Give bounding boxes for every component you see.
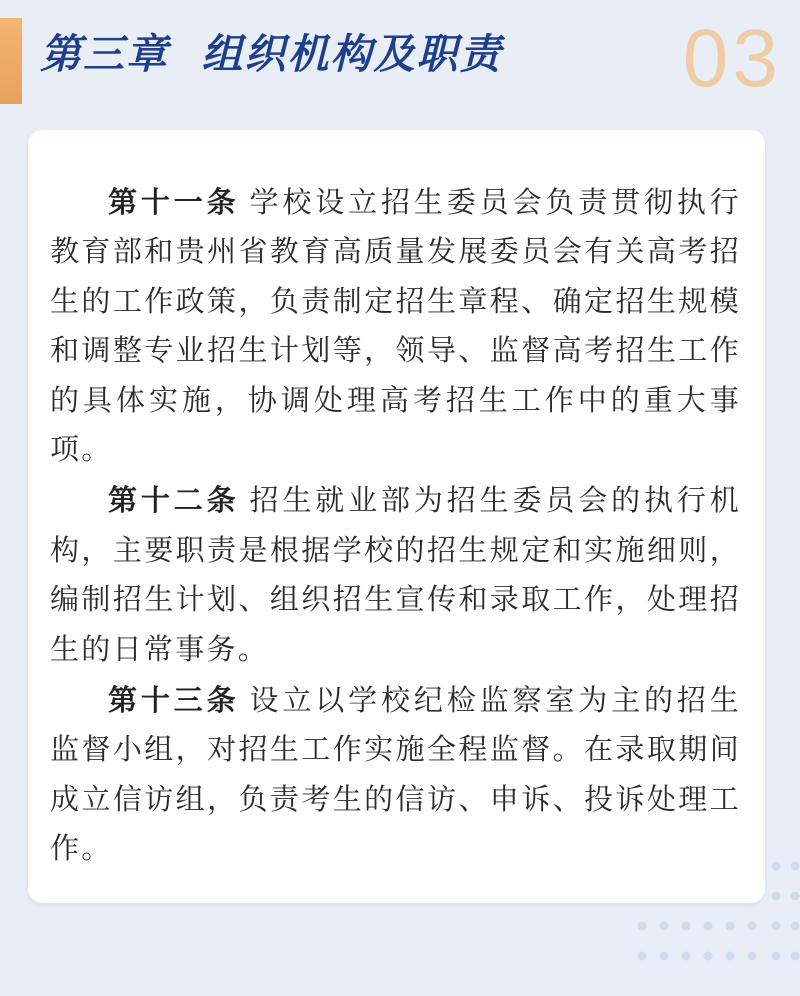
decorative-dot-pattern bbox=[630, 858, 800, 978]
article-11 bbox=[50, 178, 741, 474]
chapter-number: 03 bbox=[682, 13, 782, 104]
content-card bbox=[28, 130, 765, 903]
article-11-text: 学校设立招生委员会负责贯彻执行教育部和贵州省教育高质量发展委员会有关高考招生的工作政策，负责制定招生章程、确定招生规模和调整专业招生计划等，领导、监督高考招生工作的具体实施，协调处理高考招生工作中的重大事项。 bbox=[50, 185, 741, 467]
article-13-text: 设立以学校纪检监察室为主的招生监督小组，对招生工作实施全程监督。在录取期间成立信访组，负责考生的信访、申诉、投诉处理工作。 bbox=[50, 683, 741, 866]
article-11-label: 第十一条 bbox=[108, 185, 240, 219]
header-accent-bar bbox=[0, 18, 22, 104]
chapter-title: 第三章 组织机构及职责 bbox=[40, 30, 503, 78]
article-12-text: 招生就业部为招生委员会的执行机构，主要职责是根据学校的招生规定和实施细则，编制招生计划、组织招生宣传和录取工作，处理招生的日常事务。 bbox=[50, 483, 741, 666]
article-13-label: 第十三条 bbox=[108, 683, 240, 718]
article-12 bbox=[50, 476, 741, 674]
article-12-label: 第十二条 bbox=[108, 483, 240, 518]
article-13 bbox=[50, 676, 741, 874]
